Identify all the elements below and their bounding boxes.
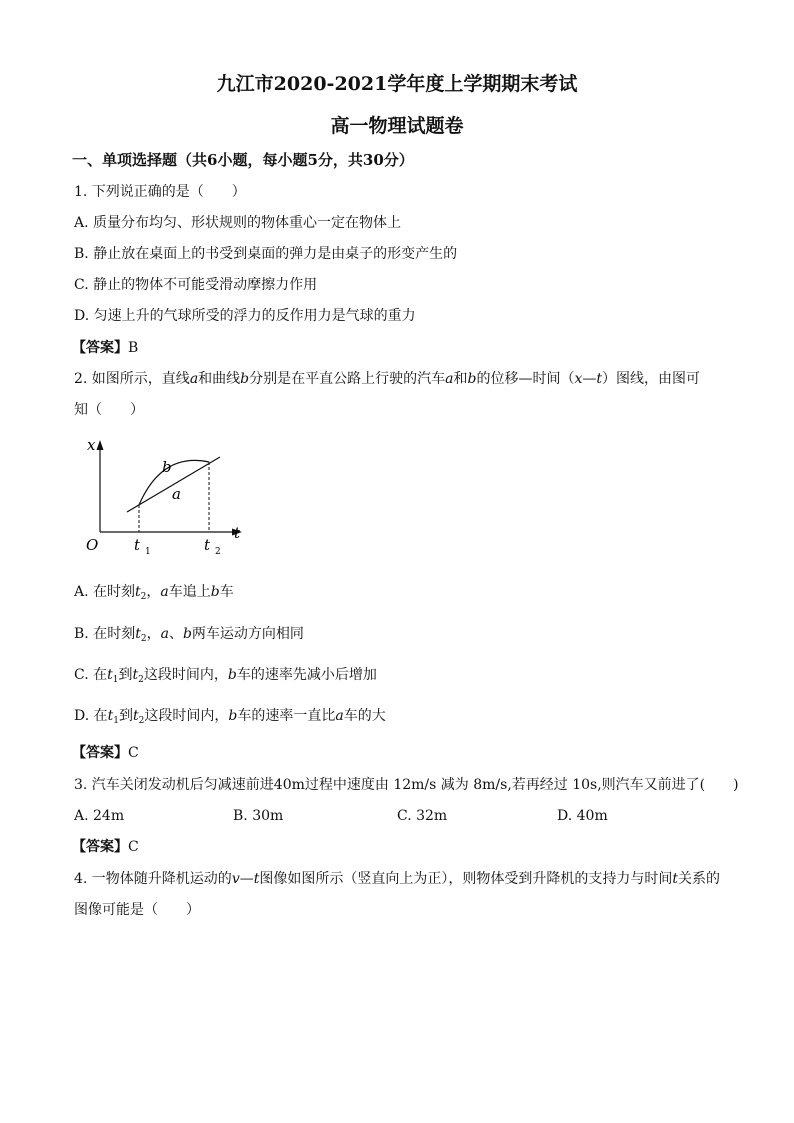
q2-stem-line2: 知（ ） <box>74 402 144 418</box>
x-axis-arrow <box>97 440 104 450</box>
q3-stem: 3. 汽车关闭发动机后匀减速前进40m过程中速度由 12m/s 减为 8m/s,若再经过 10s,则汽车又前进了( ) <box>74 777 739 793</box>
q1-answer <box>72 339 138 357</box>
answer-label: 【答案】 <box>72 839 128 855</box>
q1-option-b: B. 静止放在桌面上的书受到桌面的弹力是由桌子的形变产生的 <box>74 246 458 262</box>
q3-option-b: B. 30m <box>233 808 284 824</box>
q4-stem-line2: 图像可能是（ ） <box>74 902 200 918</box>
answer-label: 【答案】 <box>72 745 128 761</box>
q3-option-d: D. 40m <box>557 808 608 824</box>
q2-xt-graph <box>82 432 262 562</box>
section-heading: 一、单项选择题（共6小题，每小题5分，共30分） <box>72 151 414 169</box>
q2-option-a: A. 在时刻$t_2$，a车追上b车 <box>74 584 234 602</box>
x-axis-label: x <box>87 436 96 454</box>
origin-label: O <box>86 536 99 554</box>
q1-option-d: D. 匀速上升的气球所受的浮力的反作用力是气球的重力 <box>74 308 416 324</box>
t1-label: t <box>134 536 141 554</box>
answer-value: C <box>128 839 139 855</box>
q2-option-d: D. 在$t_1$到$t_2$这段时间内，b车的速率一直比a车的大 <box>74 708 386 726</box>
q3-option-c: C. 32m <box>397 808 448 824</box>
q2-stem: 2. 如图所示，直线a和曲线b分别是在平直公路上行驶的汽车a和b的位移—时间（x—t）图线，由图可 <box>74 371 700 387</box>
t1-sub: 1 <box>145 547 151 557</box>
q4-stem: 4. 一物体随升降机运动的v—t图像如图所示（竖直向上为正），则物体受到升降机的支持力与时间t关系的 <box>74 871 720 887</box>
q3-option-a: A. 24m <box>74 808 125 824</box>
q2-option-c: C. 在$t_1$到$t_2$这段时间内，b车的速率先减小后增加 <box>74 667 377 685</box>
t2-sub: 2 <box>215 547 221 557</box>
line-a-label: a <box>172 485 181 503</box>
curve-b-label: b <box>162 458 172 476</box>
answer-value: B <box>128 340 139 356</box>
q1-option-c: C. 静止的物体不可能受滑动摩擦力作用 <box>74 277 318 293</box>
exam-title: 九江市2020-2021学年度上学期期末考试 <box>216 73 578 95</box>
answer-label: 【答案】 <box>72 340 128 356</box>
q2-answer <box>72 744 139 762</box>
t-axis-label: t <box>234 524 241 542</box>
q1-option-a: A. 质量分布均匀、形状规则的物体重心一定在物体上 <box>74 215 402 231</box>
t2-label: t <box>204 536 211 554</box>
answer-value: C <box>128 745 139 761</box>
q3-answer <box>72 838 139 856</box>
q1-stem: 1. 下列说正确的是（ ） <box>74 184 246 200</box>
exam-subtitle: 高一物理试题卷 <box>330 115 464 137</box>
q2-option-b: B. 在时刻$t_2$，a、b两车运动方向相同 <box>74 626 304 644</box>
